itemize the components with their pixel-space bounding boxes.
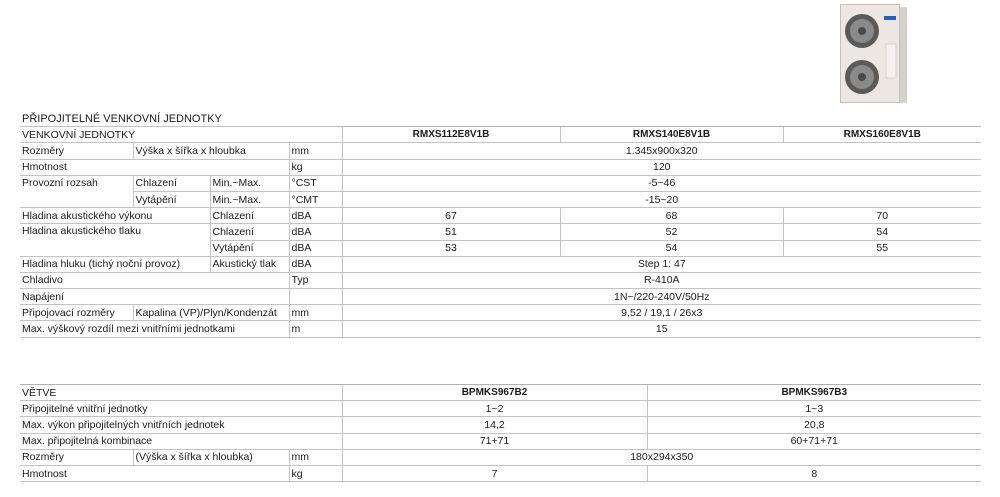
row-unit: mm xyxy=(289,305,342,321)
row-unit: dBA xyxy=(289,208,342,224)
row-unit: kg xyxy=(289,465,342,481)
row-value: -15~20 xyxy=(342,191,981,207)
row-sublabel: Min.~Max. xyxy=(210,191,289,207)
row-value: 120 xyxy=(342,159,981,175)
row-mode: Chlazení xyxy=(210,224,289,240)
row-label: Připojitelné vnitřní jednotky xyxy=(20,401,342,417)
row-value: 53 xyxy=(342,240,560,256)
row-value: 1.345x900x320 xyxy=(342,143,981,159)
row-label: Rozměry xyxy=(20,449,133,465)
row-unit: dBA xyxy=(289,256,342,272)
table-row xyxy=(20,417,981,433)
table-title: PŘIPOJITELNÉ VENKOVNÍ JEDNOTKY xyxy=(20,111,342,127)
row-value: 52 xyxy=(560,224,783,240)
row-value: 71+71 xyxy=(342,433,647,449)
row-value: 54 xyxy=(560,240,783,256)
table-row xyxy=(20,159,981,175)
branch-units-table xyxy=(20,384,981,482)
row-unit: °CST xyxy=(289,175,342,191)
row-value: 51 xyxy=(342,224,560,240)
model-header: RMXS140E8V1B xyxy=(560,127,783,143)
row-value: 180x294x350 xyxy=(342,449,981,465)
model-header: BPMKS967B3 xyxy=(647,385,981,401)
table-row xyxy=(20,272,981,288)
row-value: 20,8 xyxy=(647,417,981,433)
row-mode: Chlazení xyxy=(133,175,210,191)
row-label: Připojovací rozměry xyxy=(20,305,133,321)
table-row xyxy=(20,305,981,321)
row-label: Hladina hluku (tichý noční provoz) xyxy=(20,256,210,272)
row-unit: dBA xyxy=(289,240,342,256)
row-value: 70 xyxy=(783,208,981,224)
row-value: 68 xyxy=(560,208,783,224)
row-label: Chladivo xyxy=(20,272,289,288)
row-sublabel: Výška x šířka x hloubka xyxy=(133,143,289,159)
row-value: 67 xyxy=(342,208,560,224)
row-label: Max. výškový rozdíl mezi vnitřními jednotkami xyxy=(20,321,289,337)
row-label: Max. výkon připojitelných vnitřních jednotek xyxy=(20,417,342,433)
row-value: 8 xyxy=(647,465,981,481)
row-value: 9,52 / 19,1 / 26x3 xyxy=(342,305,981,321)
row-label: Hmotnost xyxy=(20,159,289,175)
branch-header: VĚTVE xyxy=(20,385,342,401)
row-unit: dBA xyxy=(289,224,342,240)
row-mode: Vytápění xyxy=(210,240,289,256)
table-row xyxy=(20,321,981,337)
row-value: 55 xyxy=(783,240,981,256)
table-header-row xyxy=(20,127,981,143)
outdoor-unit-image xyxy=(840,4,908,104)
row-unit: Typ xyxy=(289,272,342,288)
row-unit: kg xyxy=(289,159,342,175)
row-value: 1N~/220-240V/50Hz xyxy=(342,289,981,305)
row-mode: Vytápění xyxy=(133,191,210,207)
row-sublabel: (Výška x šířka x hloubka) xyxy=(133,449,289,465)
row-sublabel: Akustický tlak xyxy=(210,256,289,272)
row-label: Hladina akustického výkonu xyxy=(20,208,210,224)
row-value: 15 xyxy=(342,321,981,337)
row-value: 7 xyxy=(342,465,647,481)
row-value: R-410A xyxy=(342,272,981,288)
table-row xyxy=(20,175,981,191)
row-value: 1~2 xyxy=(342,401,647,417)
row-label: Max. připojitelná kombinace xyxy=(20,433,342,449)
table-row xyxy=(20,401,981,417)
row-value: -5~46 xyxy=(342,175,981,191)
table-row xyxy=(20,208,981,224)
model-header: RMXS160E8V1B xyxy=(783,127,981,143)
model-header: RMXS112E8V1B xyxy=(342,127,560,143)
row-value: 1~3 xyxy=(647,401,981,417)
row-label: Provozní rozsah xyxy=(20,175,133,207)
row-label: Hmotnost xyxy=(20,465,289,481)
table-row xyxy=(20,256,981,272)
row-sublabel: Min.~Max. xyxy=(210,175,289,191)
outdoor-units-table xyxy=(20,111,981,338)
row-value: Step 1: 47 xyxy=(342,256,981,272)
row-sublabel: Kapalina (VP)/Plyn/Kondenzát xyxy=(133,305,289,321)
table-row xyxy=(20,449,981,465)
row-value: 60+71+71 xyxy=(647,433,981,449)
row-unit: m xyxy=(289,321,342,337)
row-value: 54 xyxy=(783,224,981,240)
row-mode: Chlazení xyxy=(210,208,289,224)
row-label: Napájení xyxy=(20,289,289,305)
row-unit: mm xyxy=(289,449,342,465)
table-title-row xyxy=(20,111,981,127)
table-row xyxy=(20,433,981,449)
row-unit: mm xyxy=(289,143,342,159)
table-row xyxy=(20,143,981,159)
model-header: BPMKS967B2 xyxy=(342,385,647,401)
outdoor-units-header: VENKOVNÍ JEDNOTKY xyxy=(20,127,342,143)
row-label: Hladina akustického tlaku xyxy=(20,224,210,256)
row-label: Rozměry xyxy=(20,143,133,159)
row-value: 14,2 xyxy=(342,417,647,433)
row-unit: °CMT xyxy=(289,191,342,207)
table-row xyxy=(20,224,981,240)
table-row xyxy=(20,191,981,207)
table-header-row xyxy=(20,385,981,401)
table-row xyxy=(20,465,981,481)
table-row xyxy=(20,289,981,305)
